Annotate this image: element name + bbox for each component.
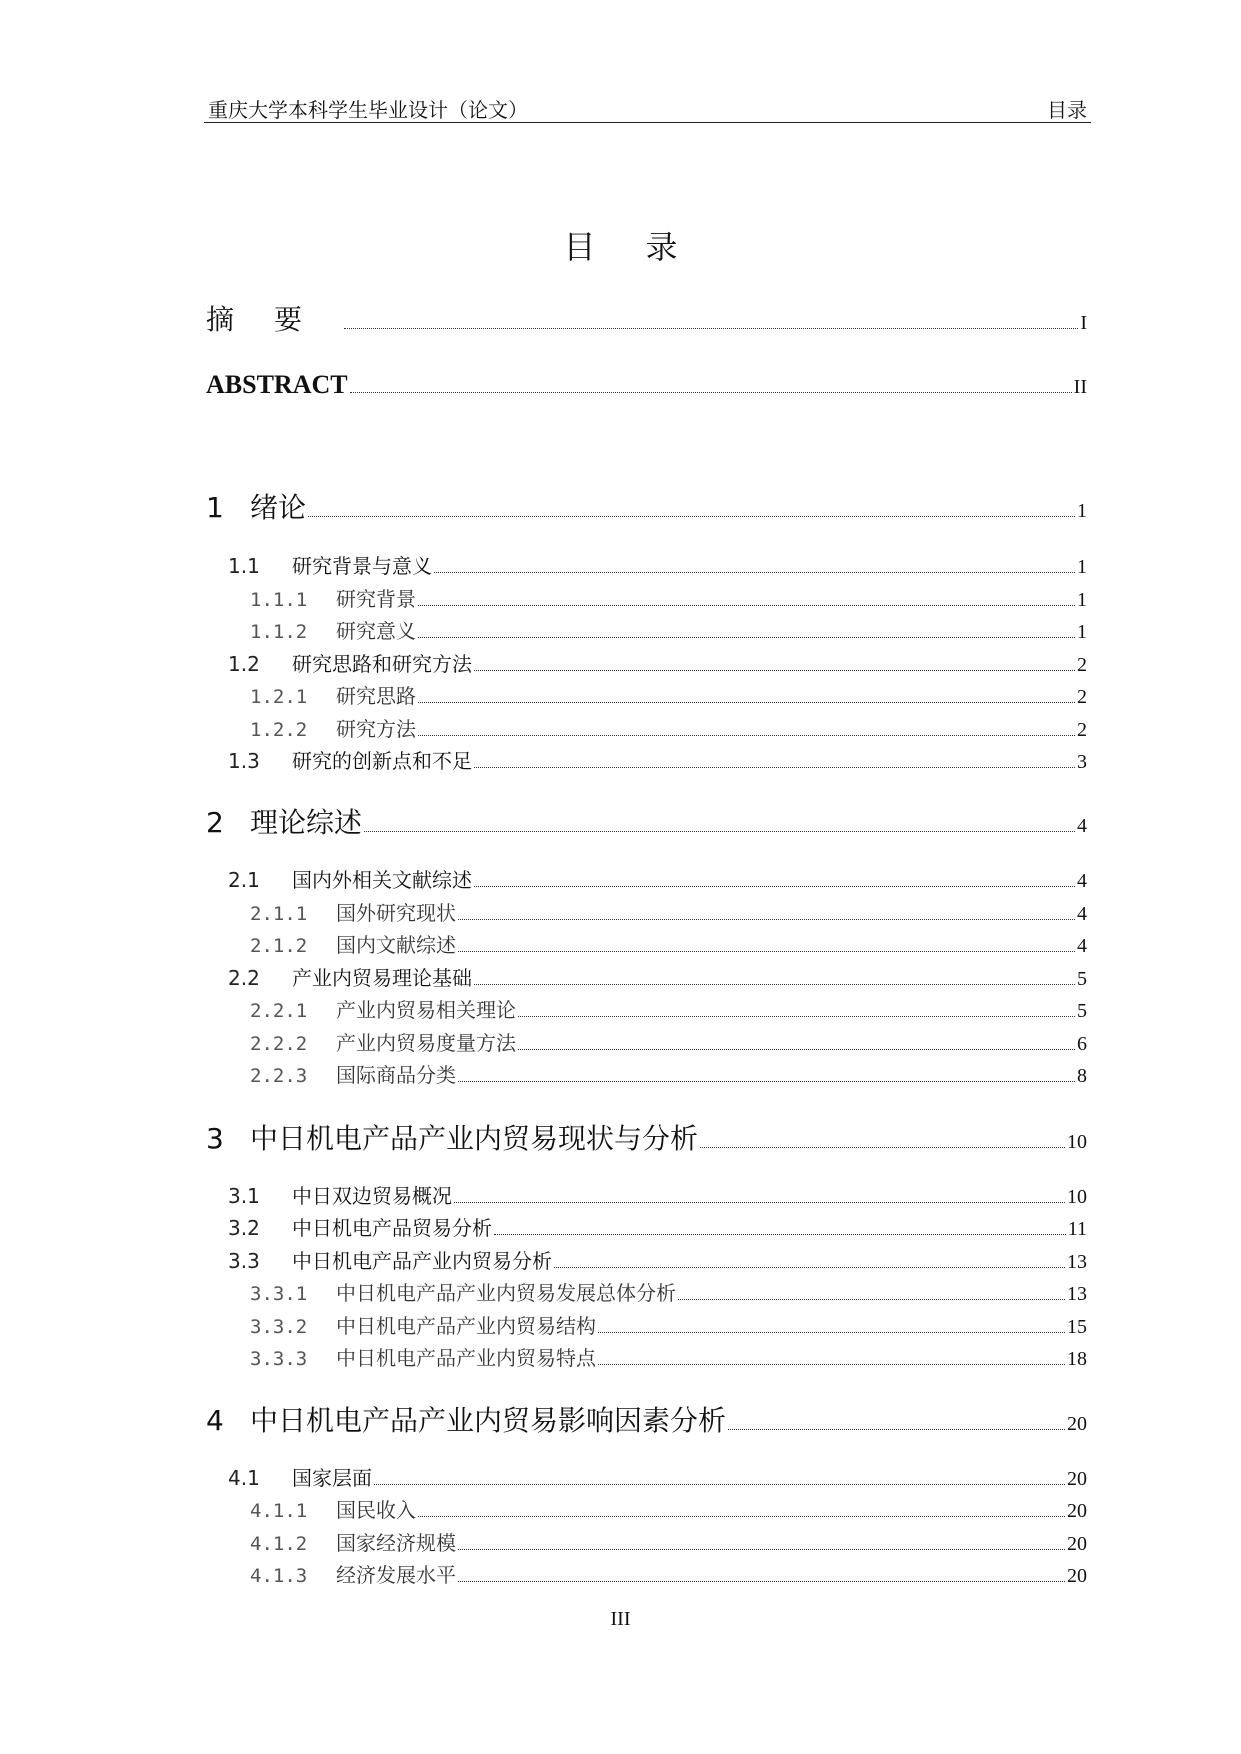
toc-entry-number: 1.2.1 [250, 686, 308, 708]
toc-entry-number: 3.3.1 [250, 1283, 308, 1305]
toc-entry-page: 1 [1077, 589, 1087, 611]
toc-entry-text: 国民收入 [336, 1498, 416, 1522]
toc-leader-dots [474, 767, 1075, 768]
toc-entry-page: I [1080, 312, 1087, 334]
toc-entry-page: 1 [1077, 556, 1087, 578]
toc-entry-text: ABSTRACT [206, 370, 348, 399]
toc-entry-number: 3.3.2 [250, 1316, 308, 1338]
toc-entry-number: 1.2 [228, 652, 260, 676]
toc-leader-dots [728, 1429, 1065, 1430]
toc-entry-subsection[interactable] [250, 1527, 1087, 1556]
header-thesis-title: 重庆大学本科学生毕业设计（论文） [208, 98, 528, 122]
toc-leader-dots [344, 328, 1078, 329]
toc-leader-dots [458, 1581, 1065, 1582]
toc-leader-dots [700, 1147, 1065, 1148]
toc-entry-chapter[interactable] [206, 486, 1087, 526]
toc-entry-text: 中日机电产品产业内贸易影响因素分析 [250, 1404, 727, 1437]
toc-entry-section[interactable] [228, 962, 1087, 991]
toc-entry-text: 摘要 [206, 303, 343, 336]
toc-entry-text: 中日双边贸易概况 [292, 1184, 452, 1208]
toc-entry-page: 13 [1067, 1251, 1087, 1273]
toc-entry-number: 3.3 [228, 1249, 260, 1273]
toc-entry-page: 18 [1067, 1348, 1087, 1370]
toc-entry-section[interactable] [228, 550, 1087, 579]
toc-entry-subsection[interactable] [250, 1059, 1087, 1088]
toc-entry-page: 4 [1077, 935, 1087, 957]
toc-entry-text: 研究背景与意义 [292, 554, 432, 578]
toc-entry-number: 2 [206, 806, 224, 839]
toc-leader-dots [474, 886, 1075, 887]
toc-entry-text: 产业内贸易相关理论 [336, 998, 516, 1022]
toc-entry-number: 4.1.1 [250, 1500, 308, 1522]
toc-entry-text: 研究方法 [336, 717, 416, 741]
toc-entry-section[interactable] [228, 864, 1087, 893]
toc-entry-page: 20 [1067, 1468, 1087, 1490]
toc-leader-dots [494, 1234, 1066, 1235]
toc-entry-page: 3 [1077, 751, 1087, 773]
toc-leader-dots [474, 984, 1075, 985]
toc-entry-text: 研究思路 [336, 684, 416, 708]
toc-entry-subsection[interactable] [250, 1559, 1087, 1588]
toc-entry-subsection[interactable] [250, 713, 1087, 742]
toc-entry-page: 15 [1067, 1316, 1087, 1338]
toc-leader-dots [678, 1299, 1065, 1300]
toc-entry-subsection[interactable] [250, 1494, 1087, 1523]
toc-entry-text: 国外研究现状 [336, 901, 456, 925]
toc-entry-subsection[interactable] [250, 1342, 1087, 1371]
toc-entry-number: 1.3 [228, 749, 260, 773]
toc-leader-dots [418, 637, 1075, 638]
toc-entry-subsection[interactable] [250, 929, 1087, 958]
toc-entry-chapter[interactable] [206, 1399, 1087, 1439]
toc-entry-number: 4 [206, 1404, 224, 1437]
toc-entry-page: 11 [1067, 1218, 1087, 1240]
toc-entry-number: 2.1.1 [250, 903, 308, 925]
toc-entry-number: 4.1.2 [250, 1533, 308, 1555]
toc-leader-dots [518, 1049, 1075, 1050]
toc-entry-text: 研究思路和研究方法 [292, 652, 472, 676]
toc-entry-page: 2 [1077, 654, 1087, 676]
toc-entry-number: 2.1.2 [250, 935, 308, 957]
toc-entry-text: 国内文献综述 [336, 933, 456, 957]
toc-entry-number: 2.2.3 [250, 1065, 308, 1087]
toc-entry-text: 中日机电产品产业内贸易发展总体分析 [336, 1281, 676, 1305]
toc-entry-number: 2.1 [228, 868, 260, 892]
toc-entry-page: 13 [1067, 1283, 1087, 1305]
toc-entry-number: 1.1 [228, 554, 260, 578]
toc-entry-subsection[interactable] [250, 1027, 1087, 1056]
toc-leader-dots [458, 951, 1075, 952]
toc-entry-number: 4.1.3 [250, 1565, 308, 1587]
toc-leader-dots [418, 1516, 1065, 1517]
toc-entry-number: 3 [206, 1122, 224, 1155]
toc-entry-text: 国家经济规模 [336, 1531, 456, 1555]
toc-leader-dots [518, 1016, 1075, 1017]
toc-leader-dots [418, 735, 1075, 736]
toc-entry-section[interactable] [228, 1212, 1087, 1241]
toc-entry-text: 中日机电产品产业内贸易分析 [292, 1249, 552, 1273]
toc-entry-page: 5 [1077, 968, 1087, 990]
toc-entry-page: 4 [1077, 870, 1087, 892]
toc-entry-number: 1.2.2 [250, 719, 308, 741]
toc-entry-page: 10 [1067, 1186, 1087, 1208]
toc-entry-number: 2.2.1 [250, 1000, 308, 1022]
toc-entry-number: 2.2.2 [250, 1033, 308, 1055]
toc-entry-chapter[interactable] [206, 1117, 1087, 1157]
toc-entry-number: 4.1 [228, 1466, 260, 1490]
running-header [204, 90, 1091, 123]
toc-entry-page: 20 [1067, 1413, 1087, 1435]
toc-entry-page: 20 [1067, 1500, 1087, 1522]
toc-leader-dots [458, 919, 1075, 920]
toc-entry-text: 国家层面 [292, 1466, 372, 1490]
toc-entry-page: 10 [1067, 1131, 1087, 1153]
toc-entry-text: 理论综述 [250, 806, 363, 839]
toc-entry-text: 中日机电产品产业内贸易现状与分析 [250, 1122, 699, 1155]
toc-entry-page: 2 [1077, 686, 1087, 708]
page-title: 目录 [563, 228, 728, 266]
toc-entry-number: 1.1.2 [250, 621, 308, 643]
toc-leader-dots [350, 392, 1072, 393]
toc-entry-subsection[interactable] [250, 897, 1087, 926]
toc-leader-dots [598, 1332, 1065, 1333]
toc-leader-dots [374, 1484, 1065, 1485]
toc-entry-text: 产业内贸易理论基础 [292, 966, 472, 990]
toc-leader-dots [308, 516, 1075, 517]
toc-entry-number: 3.1 [228, 1184, 260, 1208]
toc-entry-text: 研究背景 [336, 587, 416, 611]
toc-entry-subsection[interactable] [250, 680, 1087, 709]
toc-leader-dots [418, 702, 1075, 703]
toc-entry-subsection[interactable] [250, 994, 1087, 1023]
toc-entry-text: 研究意义 [336, 619, 416, 643]
toc-entry-subsection[interactable] [250, 583, 1087, 612]
toc-entry-abstract-en[interactable] [206, 370, 1087, 400]
toc-entry-text: 国际商品分类 [336, 1063, 456, 1087]
toc-entry-number: 3.2 [228, 1216, 260, 1240]
toc-entry-page: 8 [1077, 1065, 1087, 1087]
toc-entry-number: 1 [206, 491, 224, 524]
toc-leader-dots [454, 1202, 1065, 1203]
toc-leader-dots [434, 572, 1075, 573]
toc-entry-page: 20 [1067, 1533, 1087, 1555]
toc-leader-dots [418, 605, 1075, 606]
toc-entry-text: 国内外相关文献综述 [292, 868, 472, 892]
toc-entry-number: 3.3.3 [250, 1348, 308, 1370]
toc-leader-dots [364, 831, 1075, 832]
toc-entry-text: 经济发展水平 [336, 1563, 456, 1587]
toc-leader-dots [458, 1081, 1075, 1082]
toc-entry-text: 绪论 [250, 491, 307, 524]
toc-entry-section[interactable] [228, 648, 1087, 677]
toc-entry-page: II [1073, 376, 1087, 398]
toc-entry-page: 4 [1077, 903, 1087, 925]
toc-entry-page: 1 [1077, 621, 1087, 643]
toc-entry-page: 5 [1077, 1000, 1087, 1022]
toc-entry-text: 中日机电产品产业内贸易结构 [336, 1314, 596, 1338]
toc-entry-chapter[interactable] [206, 801, 1087, 841]
toc-entry-subsection[interactable] [250, 615, 1087, 644]
toc-entry-abstract-cn[interactable] [206, 298, 1087, 338]
toc-entry-subsection[interactable] [250, 1277, 1087, 1306]
toc-entry-section[interactable] [228, 1245, 1087, 1274]
toc-leader-dots [554, 1267, 1065, 1268]
toc-entry-page: 1 [1077, 500, 1087, 522]
toc-entry-number: 2.2 [228, 966, 260, 990]
toc-entry-subsection[interactable] [250, 1310, 1087, 1339]
toc-entry-text: 中日机电产品贸易分析 [292, 1216, 492, 1240]
toc-leader-dots [474, 670, 1075, 671]
toc-leader-dots [598, 1364, 1065, 1365]
toc-entry-text: 中日机电产品产业内贸易特点 [336, 1346, 596, 1370]
toc-entry-section[interactable] [228, 1462, 1087, 1491]
toc-entry-page: 6 [1077, 1033, 1087, 1055]
toc-entry-page: 4 [1077, 815, 1087, 837]
toc-entry-text: 研究的创新点和不足 [292, 749, 472, 773]
toc-entry-text: 产业内贸易度量方法 [336, 1031, 516, 1055]
toc-entry-number: 1.1.1 [250, 589, 308, 611]
toc-entry-section[interactable] [228, 1180, 1087, 1209]
toc-leader-dots [458, 1549, 1065, 1550]
header-section-name: 目录 [1047, 98, 1087, 122]
toc-entry-section[interactable] [228, 745, 1087, 774]
toc-entry-page: 2 [1077, 719, 1087, 741]
toc-entry-page: 20 [1067, 1565, 1087, 1587]
page-number: III [610, 1608, 631, 1630]
